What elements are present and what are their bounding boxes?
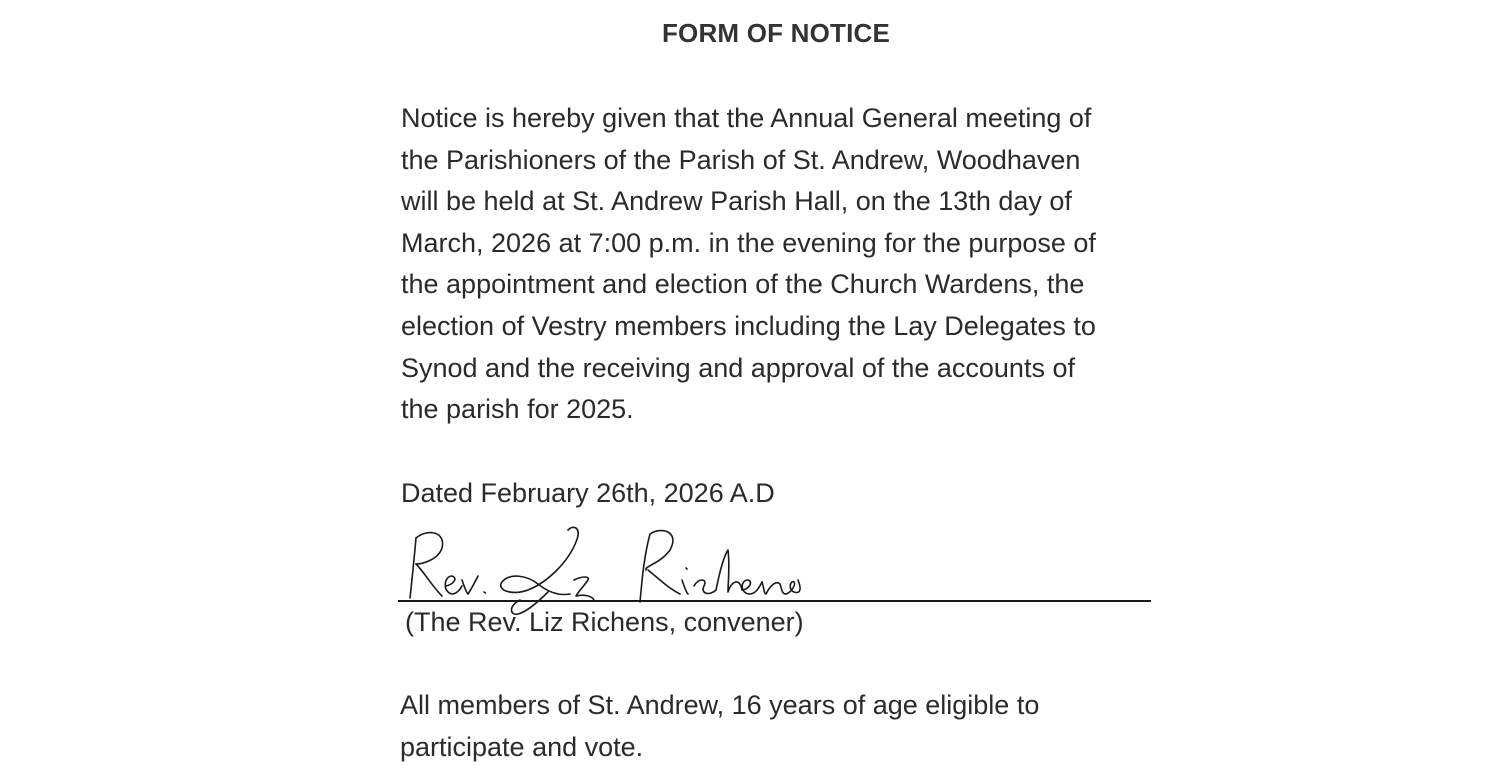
notice-body-line: Notice is hereby given that the Annual General meeting of [401,103,1092,133]
notice-body-line: election of Vestry members including the Lay Delegates to [401,310,1096,341]
notice-body-line: the Parishioners of the Parish of St. Andrew, Woodhaven [401,144,1081,175]
notice-body-line: will be held at St. Andrew Parish Hall, on the 13th day of [401,186,1072,217]
page-title: FORM OF NOTICE [661,18,891,48]
eligibility-line: participate and vote. [400,731,644,762]
notice-body-line: the appointment and election of the Church Wardens, the [401,269,1085,300]
convener-name: (The Rev. Liz Richens, convener) [405,607,804,637]
notice-body-line: Synod and the receiving and approval of the accounts of [401,352,1075,383]
eligibility-line: All members of St. Andrew, 16 years of age eligible to [400,690,1040,720]
notice-body-line: the parish for 2025. [401,394,634,425]
eligibility-note [400,685,1160,768]
notice-body [401,98,1141,431]
notice-body-line: March, 2026 at 7:00 p.m. in the evening for the purpose of [401,227,1096,258]
dated-line: Dated February 26th, 2026 A.D [401,478,775,508]
